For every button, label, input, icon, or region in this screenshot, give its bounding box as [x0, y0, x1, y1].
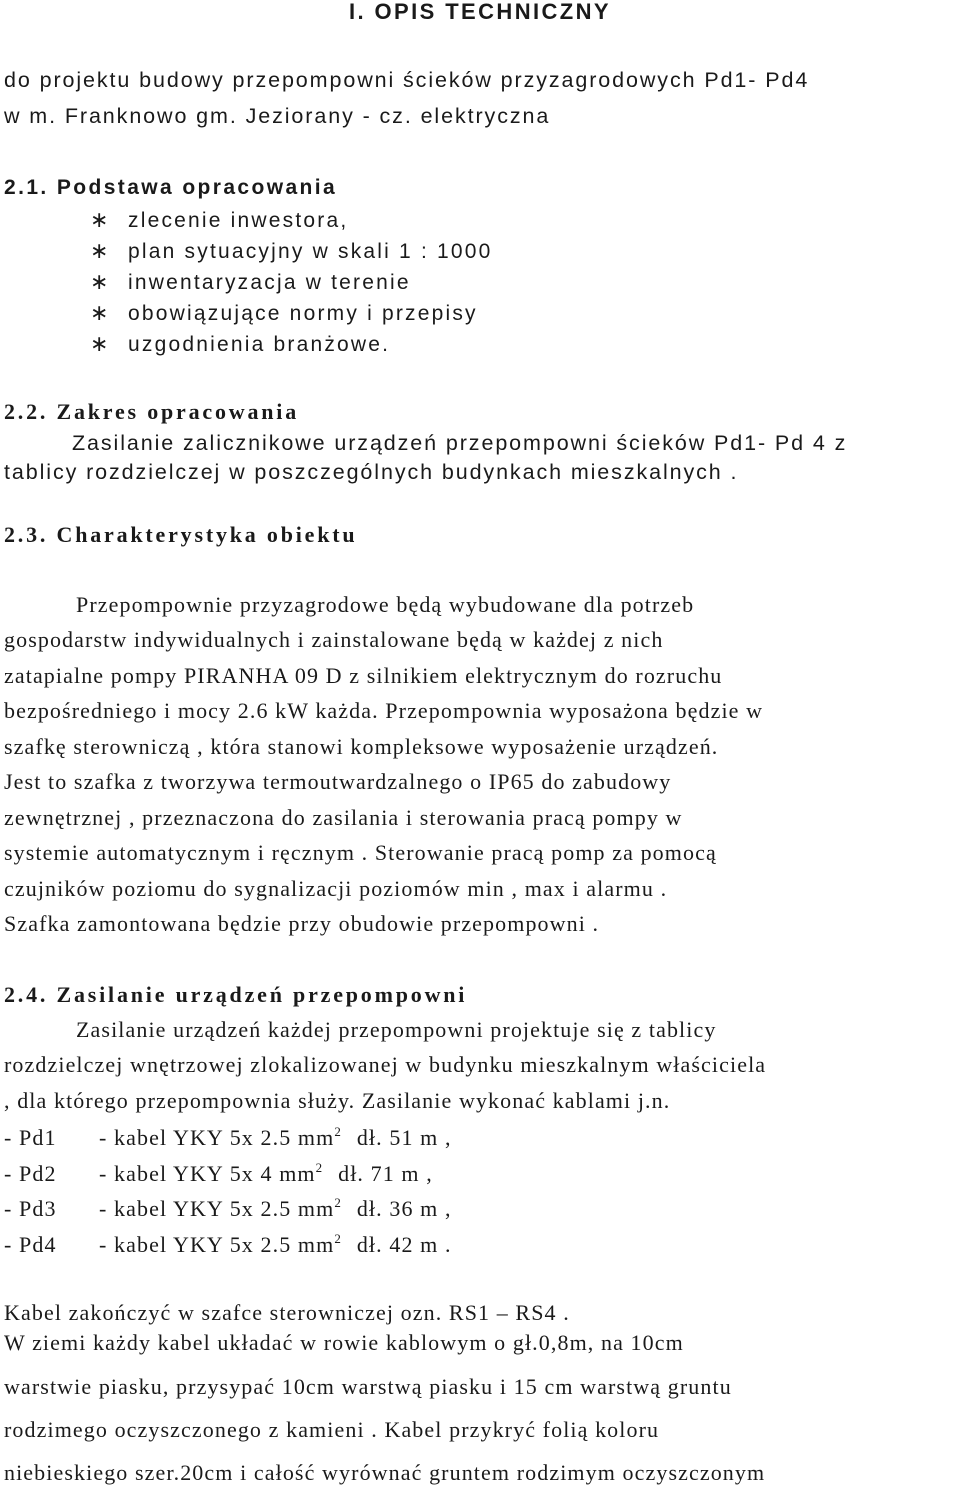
section-2-3-line: systemie automatycznym i ręcznym . Sterowanie pracą pomp za pomocą — [4, 840, 717, 865]
cable-id: - Pd3 — [4, 1196, 57, 1221]
cable-row — [4, 1161, 908, 1185]
section-2-2-line-1: Zasilanie zalicznikowe urządzeń przepompowni ścieków Pd1- Pd 4 z — [72, 431, 848, 455]
bullet-item — [90, 271, 411, 293]
section-2-2-line-2: tablicy rozdzielczej w poszczególnych budynkach mieszkalnych . — [4, 460, 739, 484]
intro-line-2: w m. Franknowo gm. Jeziorany - cz. elektryczna — [4, 104, 551, 128]
section-2-4-line: rozdzielczej wnętrzowej zlokalizowanej w budynku mieszkalnym właściciela — [4, 1052, 767, 1077]
cable-desc: - kabel YKY 5x 2.5 mm — [99, 1232, 335, 1257]
section-2-3-line: szafkę sterowniczą , która stanowi kompleksowe wyposażenie urządzeń. — [4, 734, 719, 759]
asterisk-bullet-icon: ∗ — [90, 300, 111, 325]
cable-length: dł. 51 m , — [356, 1125, 452, 1150]
cable-row — [4, 1196, 908, 1220]
section-2-3-line: zewnętrznej , przeznaczona do zasilania i sterowania pracą pompy w — [4, 805, 683, 830]
bullet-item — [90, 333, 390, 355]
section-2-4-line: Zasilanie urządzeń każdej przepompowni projektuje się z tablicy — [76, 1017, 717, 1042]
cable-sup: 2 — [315, 1160, 323, 1175]
cable-row — [4, 1232, 908, 1256]
closing-line: niebieskiego szer.20cm i całość wyrównać gruntem rodzimym oczyszczonym — [4, 1460, 766, 1485]
closing-line: Kabel zakończyć w szafce sterowniczej ozn. RS1 – RS4 . — [4, 1300, 570, 1325]
section-2-2-heading: 2.2. Zakres opracowania — [4, 399, 300, 424]
section-2-3-heading: 2.3. Charakterystyka obiektu — [4, 522, 358, 547]
cable-desc: - kabel YKY 5x 2.5 mm — [99, 1196, 335, 1221]
cable-id: - Pd4 — [4, 1232, 57, 1257]
section-2-4-line: , dla którego przepompownia służy. Zasilanie wykonać kablami j.n. — [4, 1088, 671, 1113]
section-2-1-heading: 2.1. Podstawa opracowania — [4, 176, 338, 199]
section-2-3-line: Szafka zamontowana będzie przy obudowie przepompowni . — [4, 911, 600, 936]
bullet-item — [90, 302, 478, 324]
section-2-3-line: bezpośredniego i mocy 2.6 kW każda. Przepompownia wyposażona będzie w — [4, 698, 764, 723]
closing-line: warstwie piasku, przysypać 10cm warstwą piasku i 15 cm warstwą gruntu — [4, 1374, 732, 1399]
closing-line: W ziemi każdy kabel układać w rowie kablowym o gł.0,8m, na 10cm — [4, 1330, 684, 1355]
bullet-text: plan sytuacyjny w skali 1 : 1000 — [128, 240, 493, 263]
section-2-3-line: zatapialne pompy PIRANHA 09 D z silnikiem elektrycznym do rozruchu — [4, 663, 723, 688]
cable-sup: 2 — [334, 1195, 341, 1210]
bullet-item — [90, 240, 493, 262]
asterisk-bullet-icon: ∗ — [90, 269, 111, 294]
intro-line-1: do projektu budowy przepompowni ścieków przyzagrodowych Pd1- Pd4 — [4, 68, 810, 92]
section-2-3-line: czujników poziomu do sygnalizacji poziomów min , max i alarmu . — [4, 876, 668, 901]
cable-length: dł. 42 m . — [356, 1232, 452, 1257]
asterisk-bullet-icon: ∗ — [90, 331, 111, 356]
document-title: I. OPIS TECHNICZNY — [349, 0, 611, 24]
asterisk-bullet-icon: ∗ — [90, 207, 111, 232]
cable-sup: 2 — [334, 1231, 341, 1246]
cable-desc: - kabel YKY 5x 4 mm — [99, 1161, 316, 1186]
cable-id: - Pd1 — [4, 1125, 57, 1150]
bullet-text: zlecenie inwestora, — [128, 209, 349, 232]
cable-row — [4, 1125, 908, 1149]
bullet-item — [90, 209, 348, 231]
cable-sup: 2 — [334, 1124, 341, 1139]
section-2-4-heading: 2.4. Zasilanie urządzeń przepompowni — [4, 982, 468, 1007]
cable-length: dł. 36 m , — [356, 1196, 452, 1221]
cable-length: dł. 71 m , — [338, 1161, 433, 1186]
bullet-text: inwentaryzacja w terenie — [128, 271, 411, 294]
bullet-text: uzgodnienia branżowe. — [128, 333, 391, 356]
section-2-3-line: Jest to szafka z tworzywa termoutwardzalnego o IP65 do zabudowy — [4, 769, 672, 794]
section-2-3-line: Przepompownie przyzagrodowe będą wybudowane dla potrzeb — [76, 592, 695, 617]
bullet-text: obowiązujące normy i przepisy — [128, 302, 478, 325]
cable-id: - Pd2 — [4, 1161, 57, 1186]
section-2-3-line: gospodarstw indywidualnych i zainstalowane będą w każdej z nich — [4, 627, 664, 652]
closing-line: rodzimego oczyszczonego z kamieni . Kabel przykryć folią koloru — [4, 1417, 660, 1442]
asterisk-bullet-icon: ∗ — [90, 238, 111, 263]
cable-desc: - kabel YKY 5x 2.5 mm — [99, 1125, 335, 1150]
